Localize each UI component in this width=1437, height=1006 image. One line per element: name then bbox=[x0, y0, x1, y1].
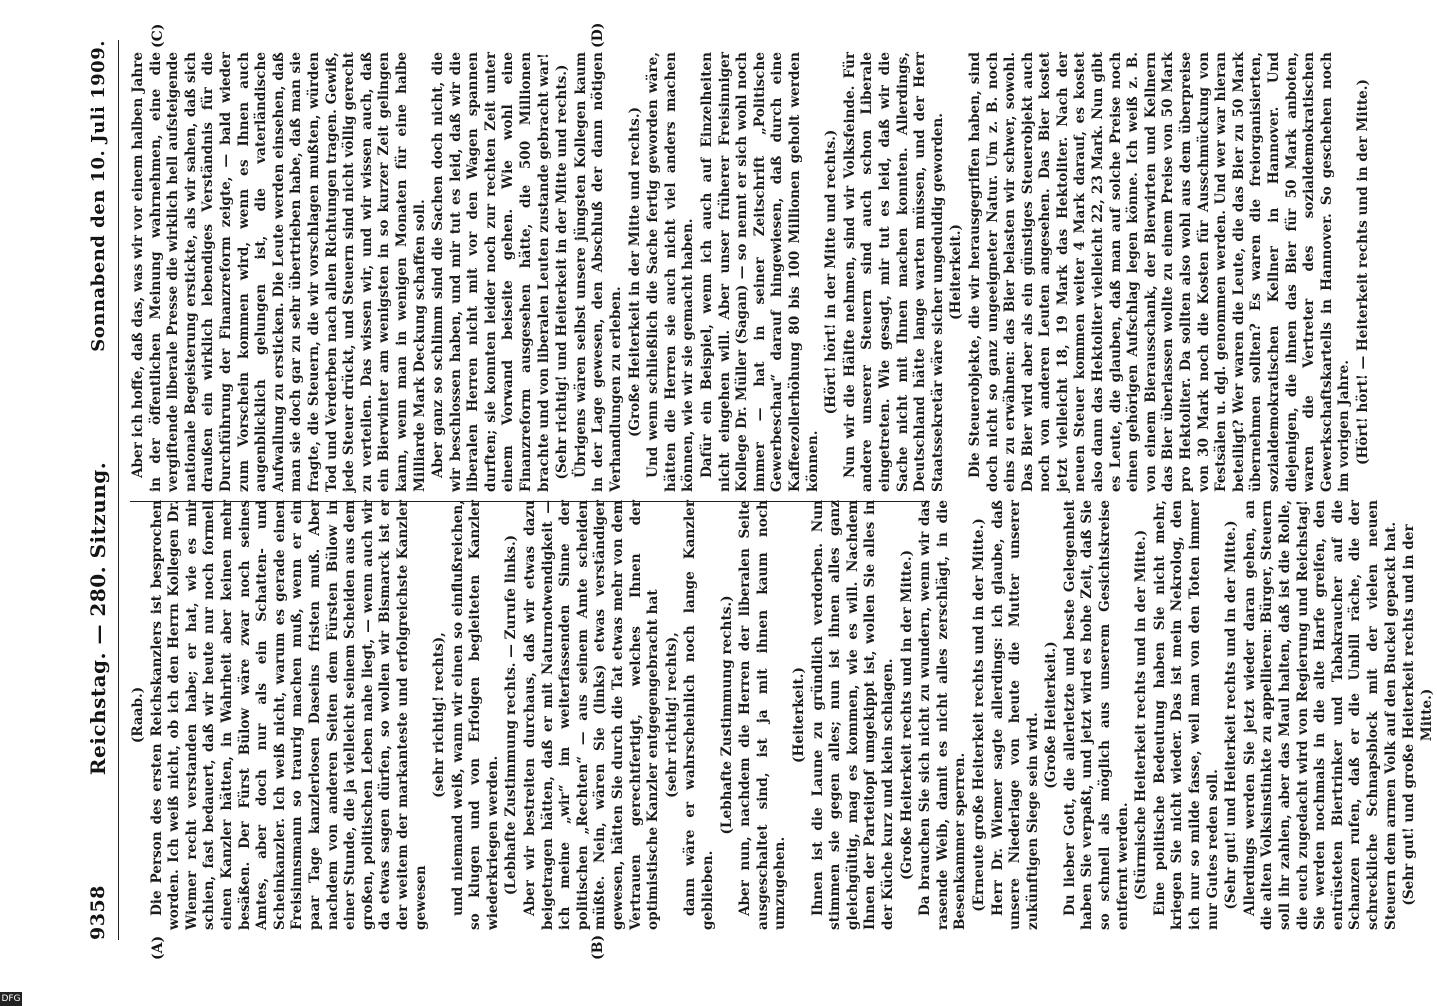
left-paragraph: Aber nun, nachdem die Herren der liberalen Seite ausgeschaltet sind, ist ja mit ihnen kaum noch umzugehen. bbox=[737, 500, 789, 930]
left-reaction: (Heiterkeit.) bbox=[790, 667, 807, 763]
left-paragraph: Herr Dr. Wiemer sagte allerdings: ich glaube, daß unsere Niederlage von heute die Mutter unserer zukünftigen Siege sein wird. bbox=[989, 500, 1041, 930]
left-paragraph: Allerdings werden Sie jetzt wieder daran gehen, an die alten Volksinstinkte zu appellieren: Bürger, Steuern soll ihr zahlen, aber das Maul halten, daß ist die Rolle, die euch zugedacht wird von Regierung und Reichstag! Sie werden nochmals in die alte Harfe greifen, den entrüsteten Biertrinker und Tabakraucher auf die Schanzen rufen, daß er die Unbill räche, die der schreckliche Schnapsblock mit der vielen neuen Steuern dem armen Volk auf den Buckel gepackt hat. bbox=[1241, 500, 1399, 930]
margin-marker-c: (C) bbox=[150, 23, 166, 48]
margin-marker-d: (D) bbox=[590, 22, 606, 48]
right-paragraph: Und wenn schließlich die Sache fertig geworden wäre, hätten die Herren sie auch nicht viel anders machen können, wie wir sie gemacht haben. bbox=[645, 52, 697, 492]
page-number: 9358 bbox=[87, 885, 109, 940]
left-reaction: (Große Heiterkeit.) bbox=[1043, 641, 1060, 789]
left-paragraph: Ihnen ist die Laune zu gründlich verdorben. Nun stimmen sie gegen alles; nun ist ihnen alles ganz gleichgültig, mag es kommen, wie es will. Nachdem Ihnen der Parteitopf umgekippt ist, wollen Sie alles in der Küche kurz und klein schlagen. bbox=[809, 500, 896, 930]
right-paragraph: Übrigens wären selbst unsere jüngsten Kollegen kaum in der Lage gewesen, den Abschluß der dann nötigen Verhandlungen zu erleben. bbox=[572, 52, 625, 492]
left-paragraph: dann wäre er wahrscheinlich noch lange Kanzler geblieben. bbox=[682, 500, 716, 930]
right-reaction: (Hört! hört! in der Mitte und rechts.) bbox=[823, 129, 840, 415]
left-paragraph: Da brauchen Sie sich nicht zu wundern, wenn wir das rasende Weib, damit es nicht alles zerschlägt, in die Besenkammer sperren. bbox=[917, 500, 969, 930]
left-paragraph: Du lieber Gott, die allerletzte und beste Gelegenheit haben Sie verpaßt, und jetzt wird es hohe Zeit, daß Sie so schnell als möglich aus unserem Gesichtskreise entfernt werden. bbox=[1061, 500, 1131, 930]
right-reaction: (Große Heiterkeit in der Mitte und rechts.) bbox=[626, 106, 643, 438]
left-column bbox=[130, 500, 1437, 930]
page-title: Reichstag. — 280. Sitzung. bbox=[86, 461, 110, 776]
column-divider bbox=[130, 501, 930, 502]
right-paragraph: Nun wir die Hälfte nehmen, sind wir Volksfeinde. Für andere unserer Steuern sind auch schon Liberale eingetreten. Wie gesagt, mir tut es leid, daß wir die Sache nicht mit Ihnen machen konnten. Allerdings, Deutschland hätte lange warten müssen, und der Herr Staatssekretär wäre sicher ungeduldig geworden. bbox=[841, 52, 946, 492]
left-reaction: (Erneute große Heiterkeit rechts und in der Mitte.) bbox=[970, 518, 987, 912]
margin-marker-a: (A) bbox=[150, 935, 166, 960]
margin-marker-b: (B) bbox=[590, 934, 606, 960]
left-reaction: (Stürmische Heiterkeit rechts und in der Mitte.) bbox=[1133, 529, 1150, 901]
header-rule bbox=[118, 40, 119, 940]
left-paragraph: und niemand weiß, wann wir einen so einflußreichen, so klugen und von Erfolgen begleiteten Kanzler wiederkriegen werden. bbox=[449, 500, 501, 930]
left-reaction: (Sehr gut! und große Heiterkeit rechts und in der Mitte.) bbox=[1401, 524, 1435, 906]
dfg-logo: DFG bbox=[1, 994, 21, 1004]
right-reaction: (Hört! hört! — Heiterkeit rechts und in der Mitte.) bbox=[1354, 79, 1371, 465]
left-paragraph: Eine politische Bedeutung haben Sie nicht mehr, kriegen Sie nicht wieder. Das ist mein Nekrolog, den ich nur so milde fasse, weil man von den Toten immer nur Gutes reden soll. bbox=[1151, 500, 1221, 930]
left-reaction: (Lebhafte Zustimmung rechts. — Zurufe links.) bbox=[503, 534, 520, 896]
left-reaction: (Sehr gut! und Heiterkeit rechts und in der Mitte.) bbox=[1223, 520, 1240, 910]
left-reaction: (sehr richtig! rechts), bbox=[431, 632, 448, 798]
right-paragraph: Aber ich hoffe, daß das, was wir vor einem halben Jahre in der öffentlichen Meinung wahrnehmen, eine die vergiftende liberale Presse die wirklich hell aufsteigende nationale Begeisterung erstickte, als wir sahen, daß sich draußen ein wirklich lebendiges Verständnis für die Durchführung der Finanzreform zeigte, — bald wieder zum Vorschein kommen wird, wenn es Ihnen auch augenblicklich gelungen ist, die vaterländische Aufwallung zu ersticken. Die Leute werden einsehen, daß man sie doch gar zu sehr übertrieben habe, daß man sie fragte, die Steuern, die wir vorschlagen mußten, würden Tod und Verderben nach allen Richtungen tragen. Gewiß, jede Steuer drückt, und Steuern sind nicht völlig gerecht zu verteilen. Das wissen wir, und wir wissen auch, daß ein Bierwinter am wenigsten in so kurzer Zeit gelingen kann, wenn man in wenigen Monaten für eine halbe Milliarde Mark Deckung schaffen soll. bbox=[130, 52, 428, 492]
page-date: Sonnabend den 10. Juli 1909. bbox=[87, 40, 109, 352]
right-reaction: (Heiterkeit.) bbox=[948, 224, 965, 320]
right-paragraph: Dafür ein Beispiel, wenn ich auch auf Einzelheiten nicht eingehen will. Aber unser früherer Freisinniger Kollege Dr. Müller (Sagan) — so nennt er sich wohl noch immer — hat in seiner Zeitschrift „Politische Gewerbeschau“ darauf hingewiesen, daß durch eine Kaffeezollerhöhung 80 bis 100 Millionen geholt werden können. bbox=[699, 52, 821, 492]
speaker-name: (Raab.) bbox=[130, 686, 146, 744]
right-paragraph: Aber ganz so schlimm sind die Sachen doch nicht, die wir beschlossen haben, und mir tut es leid, daß wir die liberalen Herren nicht mit vor den Wagen spannen durften; sie konnten leider noch zur rechten Zeit unter einem Vorwand beiseite gehen. Wie wohl eine Finanzreform ausgesehen hätte, die 500 Millionen brachte und von liberalen Leuten zustande gebracht war! bbox=[430, 52, 552, 492]
left-reaction: (sehr richtig! rechts), bbox=[663, 632, 680, 798]
left-paragraph: Aber wir bestreiten durchaus, daß wir etwas dazu beigetragen hätten, daß er mit Naturnotwendigkeit — ich meine „wir“ im weiterfassenden Sinne der politischen „Rechten“ — aus seinem Amte scheiden müßte. Nein, wären Sie (links) etwas verständiger gewesen, hätten Sie durch die Tat etwas mehr von dem Vertrauen gerechtfertigt, welches Ihnen der optimistische Kanzler entgegengebracht hat bbox=[522, 500, 662, 930]
right-reaction: (Sehr richtig! und Heiterkeit in der Mitte und rechts.) bbox=[554, 64, 571, 480]
left-paragraph: Die Person des ersten Reichskanzlers ist besprochen worden. Ich weiß nicht, ob ich den Herrn Kollegen Dr. Wiemer recht verstanden habe; er hat, wie es mir schien, fast bedauert, daß wir heute nur noch formell einen Kanzler hätten, in Wahrheit aber keinen mehr besäßen. Der Fürst Bülow wäre zwar noch seines Amtes, aber doch nur als ein Schatten- und Scheinkanzler. Ich weiß nicht, warum es gerade einen Freisinnsmann so traurig machen muß, wenn er ein paar Tage kanzlerlosen Daseins fristen muß. Aber nachdem von anderen Seiten dem Fürsten Bülow in einer Stunde, die ja vielleicht seinem Scheiden aus dem großen, politischen Leben nahe liegt, — wenn auch wir da etwas sagen dürfen, so wollen wir Bismarck ist er der weitem der markanteste und erfolgreichste Kanzler gewesen bbox=[148, 500, 429, 930]
page-header bbox=[78, 40, 118, 940]
left-reaction: (Lebhafte Zustimmung rechts.) bbox=[718, 595, 735, 835]
left-reaction: (Große Heiterkeit rechts und in der Mitte.) bbox=[898, 549, 915, 881]
right-column bbox=[130, 52, 1374, 492]
right-paragraph: Die Steuerobjekte, die wir herausgegriffen haben, sind doch nicht so ganz ungeeigneter Natur. Um z. B. noch eins zu erwähnen: das Bier belasten wir schwer, sowohl. Das Bier wird aber als ein günstiges Steuerobjekt auch noch von anderen Leuten angesehen. Das Bier kostet jetzt vielleicht 18, 19 Mark das Hektoliter. Nach der neuen Steuer kommen weiter 4 Mark darauf, es kostet also dann das Hektoliter vielleicht 22, 23 Mark. Nun gibt es Leute, die glauben, daß man auf solche Preise noch einen gehörigen Aufschlag legen könne. Ich weiß z. B. von einem Bierausschank, der Bierwirten und Kellnern das Bier überlassen wollte zu einem Preise von 50 Mark pro Hektoliter. Da sollten also wohl aus dem überpreise von 30 Mark noch die Kosten für Ausschmückung von Festsälen u. dgl. genommen werden. Und wer war hieran beteiligt? Wer waren die Leute, die das Bier zu 50 Mark übernehmen sollten? Es waren die freiorganisierten, sozialdemokratischen Kellner in Hannover. Und diejenigen, die ihnen das Bier für 50 Mark anboten, waren die Vertreter des sozialdemokratischen Gewerkschaftskartells in Hannover. So geschehen noch im vorigen Jahre. bbox=[966, 52, 1353, 492]
